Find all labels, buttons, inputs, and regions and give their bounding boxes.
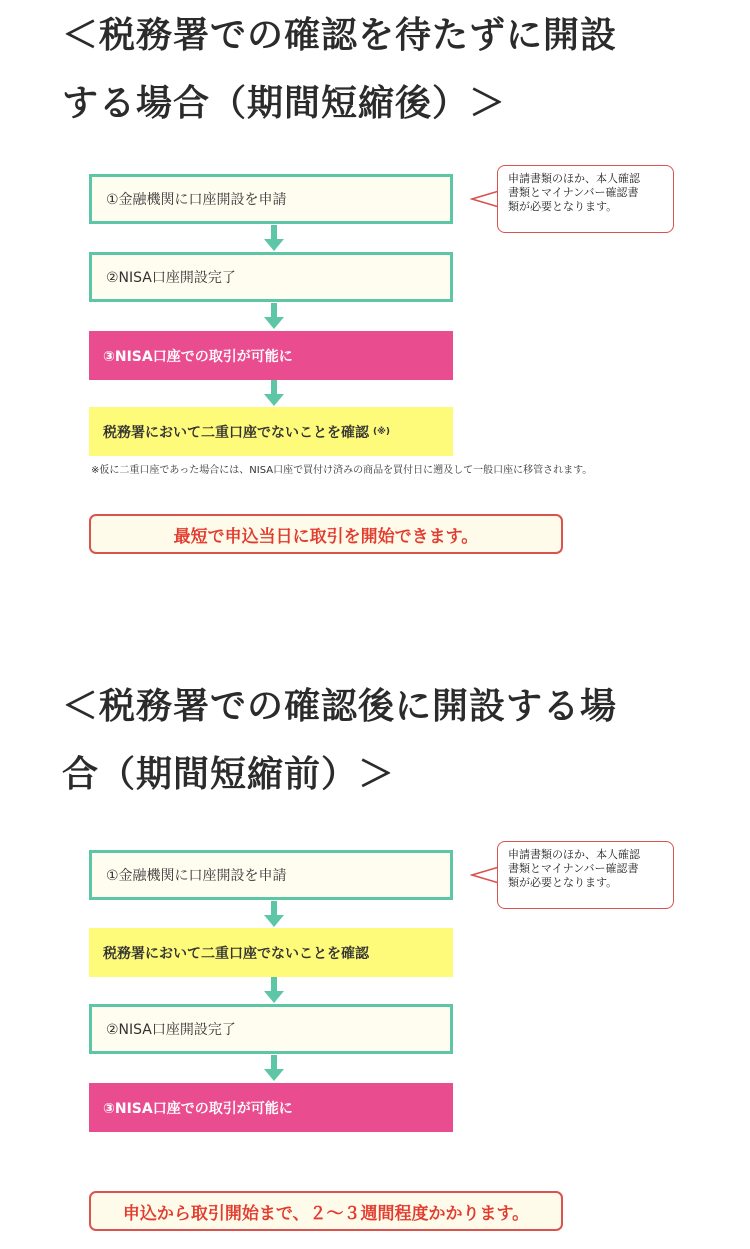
s1-callout-tail <box>470 189 500 209</box>
s2-callout-line2: 書類とマイナンバー確認書 <box>508 862 639 875</box>
s2-arrow-1-icon <box>264 901 284 929</box>
s2-step-tax-check <box>89 928 453 977</box>
s2-step-complete <box>89 1004 453 1054</box>
s2-callout-tail <box>470 865 500 885</box>
s2-callout-line1: 申請書類のほか、本人確認 <box>508 848 640 861</box>
s1-step-complete-label: ②NISA口座開設完了 <box>106 270 236 286</box>
s1-banner-text: 最短で申込当日に取引を開始できます。 <box>173 526 479 547</box>
section1-heading-line2: する場合（期間短縮後）＞ <box>62 83 507 124</box>
s2-step-complete-label: ②NISA口座開設完了 <box>106 1022 236 1038</box>
s1-arrow-2-icon <box>264 303 284 331</box>
s2-step-apply <box>89 850 453 900</box>
s1-footnote-mark: (※) <box>373 426 390 437</box>
s2-arrow-2-icon <box>264 977 284 1005</box>
s1-step-complete <box>89 252 453 302</box>
section2-heading-line1: ＜税務署での確認後に開設する場 <box>62 686 618 727</box>
s1-arrow-1-icon <box>264 225 284 253</box>
s1-callout-line3: 類が必要となります。 <box>508 200 618 213</box>
s1-callout-line2: 書類とマイナンバー確認書 <box>508 186 639 199</box>
s2-step-tax-check-label: 税務署において二重口座でないことを確認 <box>103 945 369 962</box>
s1-footnote: ※仮に二重口座であった場合には、NISA口座で買付け済みの商品を買付日に遡及して一般口座に移管されます。 <box>91 465 593 476</box>
s1-callout-line1: 申請書類のほか、本人確認 <box>508 172 640 185</box>
s1-banner <box>89 514 563 554</box>
section1-heading <box>62 2 702 138</box>
s1-step-tax-check <box>89 407 453 456</box>
section1-heading-line1: ＜税務署での確認を待たずに開設 <box>62 15 618 56</box>
s2-callout <box>497 841 674 909</box>
s2-arrow-3-icon <box>264 1055 284 1083</box>
s1-step-tax-check-label: 税務署において二重口座でないことを確認 <box>103 424 369 441</box>
section2-heading-line2: 合（期間短縮前）＞ <box>62 754 396 795</box>
s2-step-trading-label: ③NISA口座での取引が可能に <box>103 1100 293 1117</box>
s2-callout-line3: 類が必要となります。 <box>508 876 618 889</box>
s1-step-trading-label: ③NISA口座での取引が可能に <box>103 348 293 365</box>
s2-banner-text: 申込から取引開始まで、２～３週間程度かかります。 <box>122 1203 530 1224</box>
s2-banner <box>89 1191 563 1231</box>
s2-step-trading <box>89 1083 453 1132</box>
s1-step-apply-label: ①金融機関に口座開設を申請 <box>106 192 287 208</box>
s1-arrow-3-icon <box>264 380 284 408</box>
s2-step-apply-label: ①金融機関に口座開設を申請 <box>106 868 287 884</box>
s1-step-trading <box>89 331 453 380</box>
s1-step-apply <box>89 174 453 224</box>
section2-heading <box>62 673 702 809</box>
s1-callout <box>497 165 674 233</box>
